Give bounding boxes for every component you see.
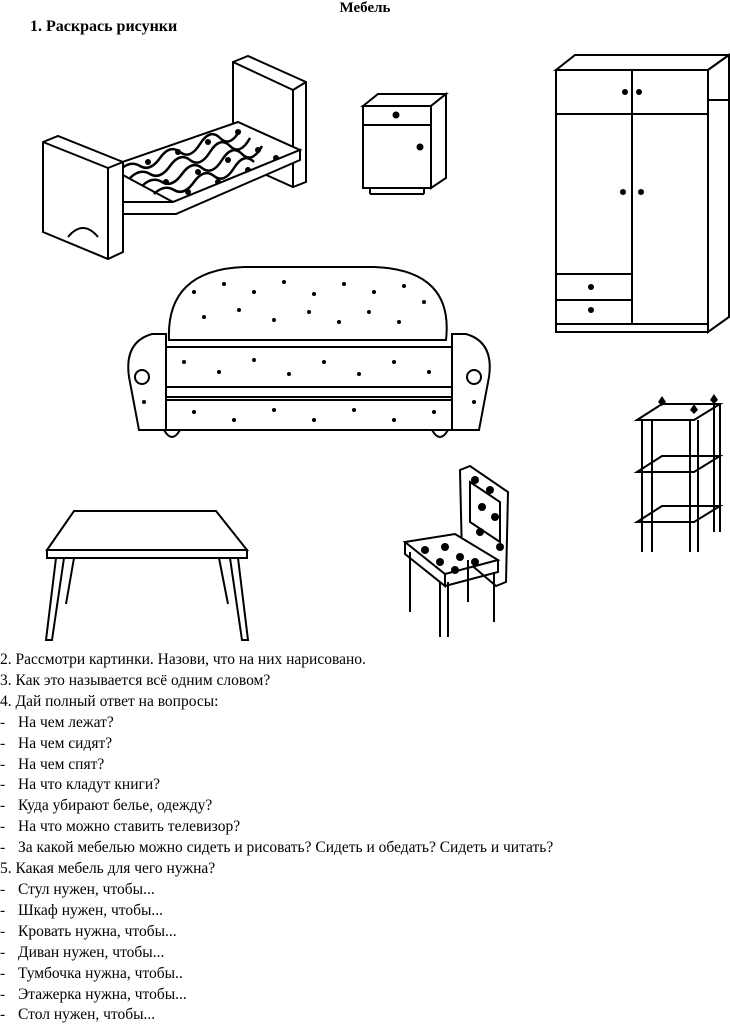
- question-text: Стол нужен, чтобы...: [18, 1006, 156, 1024]
- wardrobe-illustration: [553, 52, 730, 337]
- question-line: [0, 922, 730, 943]
- question-line: [0, 964, 730, 985]
- question-line: [0, 1005, 730, 1026]
- dash-marker: -: [0, 943, 6, 961]
- question-text: На что кладут книги?: [18, 776, 161, 794]
- question-line: [0, 671, 730, 692]
- dash-marker: -: [0, 964, 6, 982]
- table-illustration: [44, 508, 254, 648]
- question-line: [0, 880, 730, 901]
- task-1-heading: 1. Раскрась рисунки: [30, 18, 178, 35]
- dash-marker: -: [0, 713, 6, 731]
- question-line: [0, 859, 730, 880]
- question-text: 2. Рассмотри картинки. Назови, что на них нарисовано.: [0, 651, 366, 668]
- question-line: [0, 713, 730, 734]
- nightstand-illustration: [358, 90, 453, 200]
- dash-marker: -: [0, 1006, 6, 1024]
- question-line: [0, 692, 730, 713]
- dash-marker: -: [0, 755, 6, 773]
- question-text: 3. Как это называется всё одним словом?: [0, 671, 271, 689]
- question-line: [0, 817, 730, 838]
- question-text: Стул нужен, чтобы...: [18, 880, 155, 898]
- dash-marker: -: [0, 839, 6, 857]
- question-text: 4. Дай полный ответ на вопросы:: [0, 692, 219, 710]
- question-line: [0, 985, 730, 1006]
- chair-illustration: [400, 462, 512, 642]
- page-title: Мебель: [339, 0, 391, 16]
- sofa-illustration: [124, 262, 494, 447]
- dash-marker: -: [0, 985, 6, 1003]
- question-text: Диван нужен, чтобы...: [18, 943, 165, 961]
- question-line: [0, 796, 730, 817]
- question-text: Тумбочка нужна, чтобы..: [18, 964, 183, 982]
- question-line: [0, 775, 730, 796]
- question-line: [0, 734, 730, 755]
- question-line: [0, 943, 730, 964]
- shelf-illustration: [632, 392, 727, 560]
- question-text: На что можно ставить телевизор?: [18, 818, 241, 836]
- dash-marker: -: [0, 880, 6, 898]
- dash-marker: -: [0, 922, 6, 940]
- question-text: На чем спят?: [18, 755, 105, 773]
- question-text: Шкаф нужен, чтобы...: [18, 901, 164, 919]
- dash-marker: -: [0, 797, 6, 815]
- dash-marker: -: [0, 734, 6, 752]
- question-text: Куда убирают белье, одежду?: [18, 797, 213, 815]
- question-text: На чем сидят?: [18, 734, 113, 752]
- question-line: [0, 838, 730, 859]
- dash-marker: -: [0, 818, 6, 836]
- dash-marker: -: [0, 901, 6, 919]
- question-line: [0, 755, 730, 776]
- question-text: Этажерка нужна, чтобы...: [18, 985, 187, 1003]
- question-text: За какой мебелью можно сидеть и рисовать? Сидеть и обедать? Сидеть и читать?: [18, 839, 554, 857]
- question-text: 5. Какая мебель для чего нужна?: [0, 860, 216, 878]
- question-text: На чем лежат?: [18, 713, 114, 731]
- bed-illustration: [38, 52, 313, 267]
- question-text: Кровать нужна, чтобы...: [18, 922, 177, 940]
- dash-marker: -: [0, 776, 6, 794]
- questions-list: [0, 650, 730, 1026]
- question-line: [0, 650, 730, 671]
- question-line: [0, 901, 730, 922]
